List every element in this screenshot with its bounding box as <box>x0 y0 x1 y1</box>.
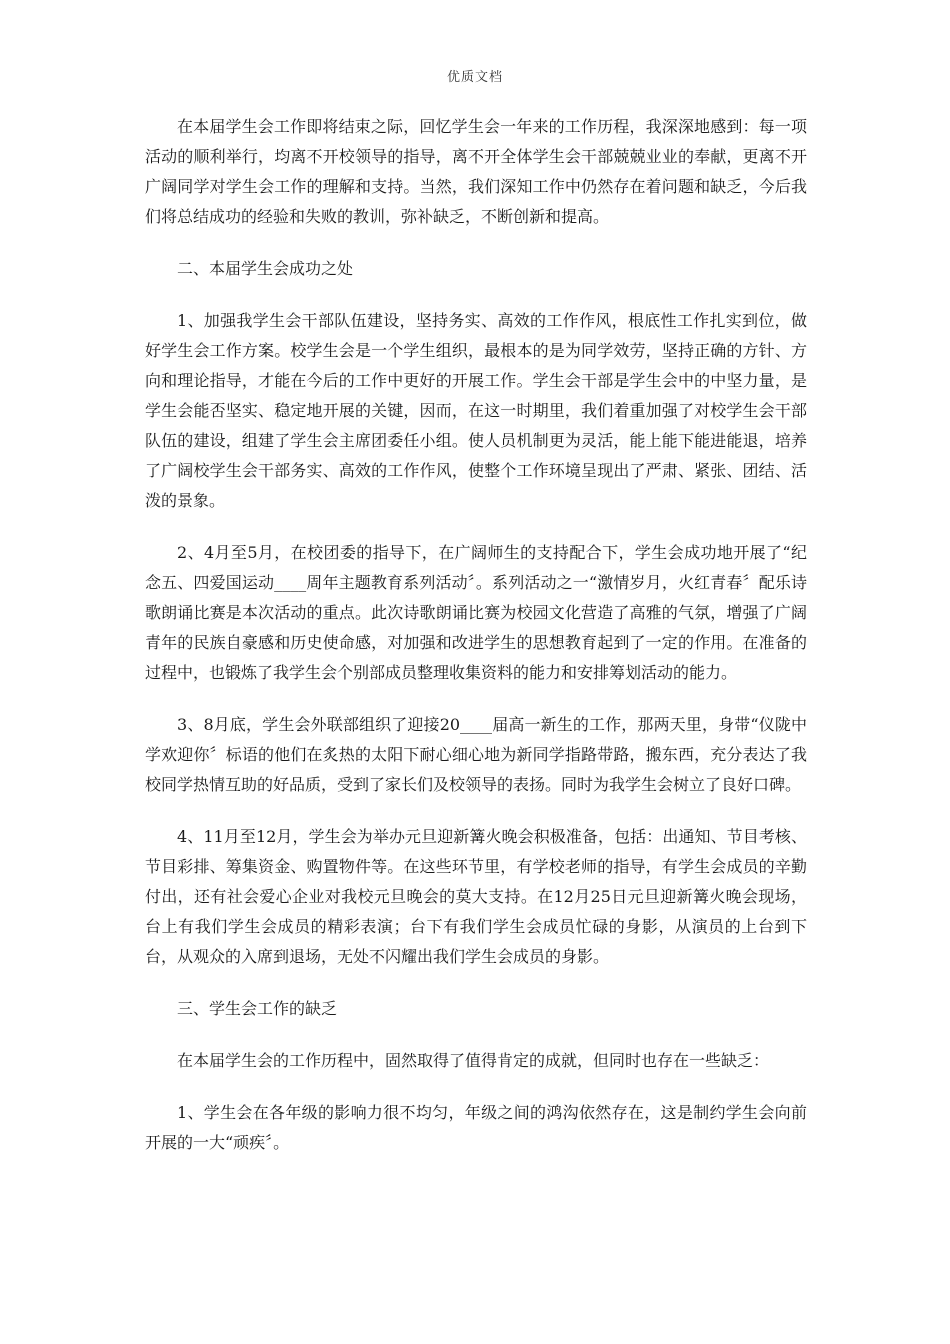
section-heading-shortcomings: 三、学生会工作的缺乏 <box>177 999 338 1018</box>
shortcoming-item-1: 1、学生会在各年级的影响力很不均匀，年级之间的鸿沟依然存在，这是制约学生会向前开展的一大“顽疾〞。 <box>145 1103 807 1152</box>
page-header: 优质文档 <box>446 70 503 85</box>
shortcomings-intro: 在本届学生会的工作历程中，固然取得了值得肯定的成就，但同时也存在一些缺乏： <box>177 1051 770 1070</box>
document-body <box>145 112 807 1180</box>
intro-paragraph: 在本届学生会工作即将结束之际，回忆学生会一年来的工作历程，我深深地感到：每一项活动的顺利举行，均离不开校领导的指导，离不开全体学生会干部兢兢业业的奉献，更离不开广阔同学对学生会工作的理解和支持。当然，我们深知工作中仍然存在着问题和缺乏，今后我们将总结成功的经验和失败的教训，弥补缺乏，不断创新和提高。 <box>145 117 807 226</box>
success-item-4: 4、11月至12月，学生会为举办元旦迎新篝火晚会积极准备，包括：出通知、节目考核、节目彩排、筹集资金、购置物件等。在这些环节里，有学校老师的指导，有学生会成员的辛勤付出，还有社会爱心企业对我校元旦晚会的莫大支持。在12月25日元旦迎新篝火晚会现场，台上有我们学生会成员的精彩表演；台下有我们学生会成员忙碌的身影，从演员的上台到下台，从观众的入席到退场，无处不闪耀出我们学生会成员的身影。 <box>145 827 807 966</box>
success-item-2: 2、4月至5月，在校团委的指导下，在广阔师生的支持配合下，学生会成功地开展了“纪念五、四爱国运动____周年主题教育系列活动〞。系列活动之一“激情岁月，火红青春〞配乐诗歌朗诵比赛是本次活动的重点。此次诗歌朗诵比赛为校园文化营造了高雅的气氛，增强了广阔青年的民族自豪感和历史使命感，对加强和改进学生的思想教育起到了一定的作用。在准备的过程中，也锻炼了我学生会个别部成员整理收集资料的能力和安排筹划活动的能力。 <box>145 543 807 682</box>
section-heading-successes: 二、本届学生会成功之处 <box>177 259 354 278</box>
success-item-1: 1、加强我学生会干部队伍建设，坚持务实、高效的工作作风，根底性工作扎实到位，做好学生会工作方案。校学生会是一个学生组织，最根本的是为同学效劳，坚持正确的方针、方向和理论指导，才能在今后的工作中更好的开展工作。学生会干部是学生会中的中坚力量，是学生会能否坚实、稳定地开展的关键，因而，在这一时期里，我们着重加强了对校学生会干部队伍的建设，组建了学生会主席团委任小组。使人员机制更为灵活，能上能下能进能退，培养了广阔校学生会干部务实、高效的工作作风，使整个工作环境呈现出了严肃、紧张、团结、活泼的景象。 <box>145 311 807 510</box>
success-item-3: 3、8月底，学生会外联部组织了迎接20____届高一新生的工作，那两天里，身带“仪陇中学欢迎你〞标语的他们在炙热的太阳下耐心细心地为新同学指路带路，搬东西，充分表达了我校同学热情互助的好品质，受到了家长们及校领导的表扬。同时为我学生会树立了良好口碑。 <box>145 715 807 794</box>
